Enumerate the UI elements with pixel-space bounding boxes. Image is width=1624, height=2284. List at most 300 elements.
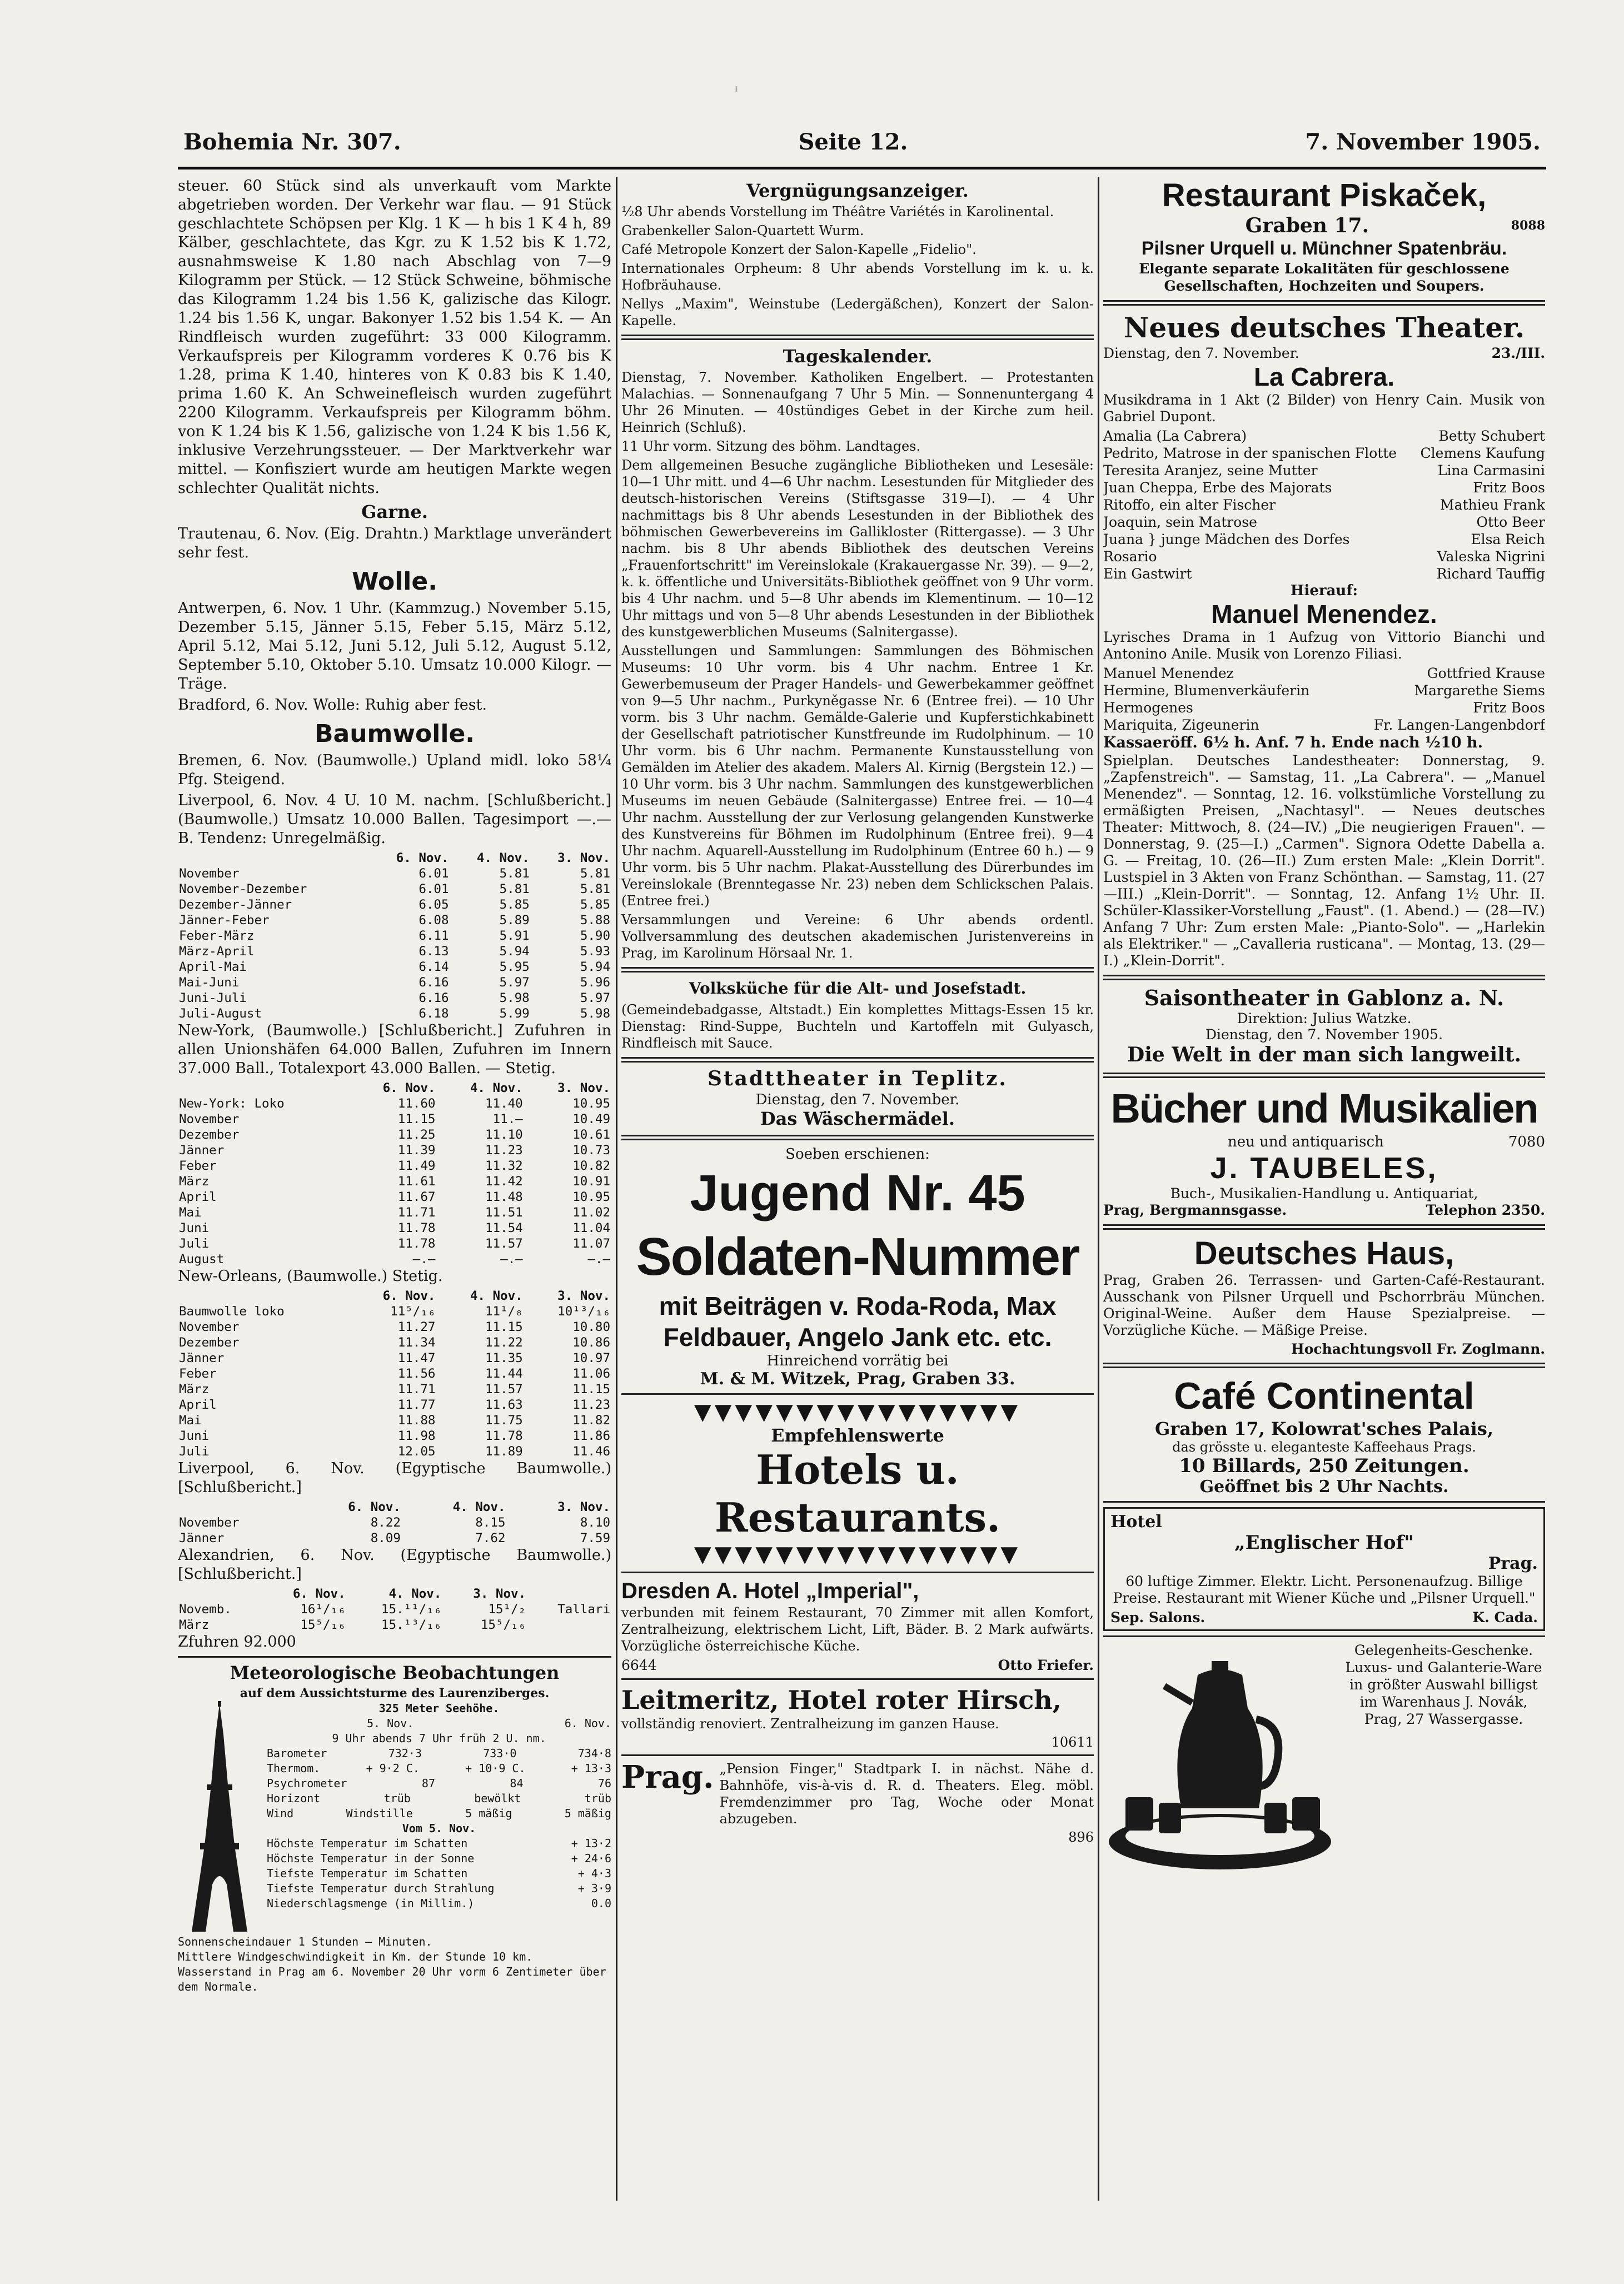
table-row bbox=[178, 1382, 611, 1397]
price-cell: 6.16 bbox=[419, 975, 449, 990]
taubeles-phone: Telephon 2350. bbox=[1426, 1202, 1545, 1218]
actor-name: Valeska Nigrini bbox=[1437, 548, 1545, 565]
price-cell: 16¹/₁₆ bbox=[300, 1602, 346, 1617]
notice-paragraph: Nellys „Maxim", Weinstube (Ledergäßchen), Konzert der Salon-Kapelle. bbox=[621, 296, 1094, 328]
price-cell: 11.57 bbox=[485, 1236, 523, 1251]
weather-value: trüb bbox=[383, 1792, 411, 1805]
table-row bbox=[178, 1304, 611, 1319]
meteorology-block bbox=[178, 1701, 611, 1994]
weather-value: 733·0 bbox=[483, 1747, 517, 1760]
price-cell: 11.49 bbox=[397, 1159, 436, 1173]
piskacek-address-row bbox=[1103, 215, 1545, 237]
cafe-continental-title: Café Continental bbox=[1174, 1375, 1474, 1417]
weather-label: Wind bbox=[267, 1807, 294, 1820]
row-label: Novemb. bbox=[179, 1602, 232, 1617]
notice-paragraph: Ausstellungen und Sammlungen: Sammlungen des Böhmischen Museums: 10 Uhr vorm. bis 4 Uhr nachm. Entree 1 Kr. Gewerbemuseum der Prager Handels- und Gewerbekammer geöffnet von 9—5 Uhr nachm., Purkyněgasse Nr. 6 (Entree frei). — 10 Uhr vorm. bis 3 Uhr nachm. Gemälde-Galerie und Kupferstichkabinett der Gesellschaft patriotischer Kunstfreunde im Rudolphinum. — 10 Uhr vorm. bis 6 Uhr nachm. Permanente Kunstausstellung von Gemälden im Atelier des akadem. Malers Al. Kirnig (Bergstein 12.) — 10 Uhr vorm. bis 3 Uhr nachm. Sammlungen des kunstgewerblichen Museums im neuen Gebäude (Salnitergasse) Entree frei. — 10—4 Uhr nachm. Ausstellung der zur Verlosung gelangenden Kunstwerke des Kunstvereins für Böhmen im Rudolphinum (Entree frei). 9—4 Uhr nachm. Aquarell-Ausstellung im Rudolphinum (Entree 60 h.) — 9 Uhr vorm. bis 5 Uhr nachm. Plakat-Ausstellung des Dürerbundes im Vereinslokale (Brenntegasse Nr. 23) neben dem Schlickschen Palais. (Entree frei.) bbox=[621, 643, 1094, 909]
pension-finger-ad bbox=[621, 1761, 1094, 1829]
baumwolle-liverpool: Liverpool, 6. Nov. 4 U. 10 M. nachm. [Schlußbericht.] (Baumwolle.) Umsatz 10.000 Ballen. Tagesimport —.— B. Tendenz: Unregelmäßig. bbox=[178, 792, 611, 847]
price-cell: 6.01 bbox=[419, 882, 449, 896]
price-cell: 11.51 bbox=[485, 1205, 523, 1220]
price-cell: 11.04 bbox=[572, 1221, 610, 1235]
price-cell: 5.81 bbox=[499, 866, 530, 881]
garne-report: Trautenau, 6. Nov. (Eig. Drahtn.) Marktlage unverändert sehr fest. bbox=[178, 525, 611, 561]
role-name: Ein Gastwirt bbox=[1103, 566, 1192, 582]
price-cell: 8.22 bbox=[370, 1515, 401, 1530]
weather-value: + 9·2 C. bbox=[366, 1762, 420, 1775]
section-baumwolle: Baumwolle. bbox=[315, 720, 475, 748]
page-header bbox=[183, 129, 1541, 162]
price-cell: 6.14 bbox=[419, 960, 449, 974]
section-calendar: Tageskalender. bbox=[783, 346, 933, 367]
price-cell: —.— bbox=[412, 1252, 436, 1266]
price-cell: 6.18 bbox=[419, 1006, 449, 1021]
weather-label: Psychrometer bbox=[267, 1777, 347, 1790]
table-row bbox=[178, 1428, 611, 1444]
table-row bbox=[178, 1617, 611, 1633]
weather-value: + 4·3 bbox=[577, 1867, 611, 1880]
jugend-bookseller: M. & M. Witzek, Prag, Graben 33. bbox=[700, 1369, 1015, 1389]
cast-row bbox=[1103, 479, 1545, 496]
role-name: Joaquin, sein Matrose bbox=[1103, 514, 1257, 530]
neworleans-price-table bbox=[178, 1288, 611, 1459]
table-row bbox=[178, 1111, 611, 1127]
price-cell: 15.¹¹/₁₆ bbox=[381, 1602, 442, 1617]
column-header: 6. Nov. bbox=[348, 1500, 401, 1514]
price-cell: 10.82 bbox=[572, 1159, 610, 1173]
section-rule bbox=[1103, 975, 1545, 980]
row-label: Dezember bbox=[179, 1335, 240, 1350]
row-label: Jänner bbox=[179, 1143, 225, 1158]
price-cell: 10.73 bbox=[572, 1143, 610, 1158]
weather-label: Barometer bbox=[267, 1747, 327, 1760]
section-rule bbox=[1103, 1224, 1545, 1230]
section-entertainment: Vergnügungsanzeiger. bbox=[746, 180, 969, 201]
englischer-hof-footer bbox=[1110, 1609, 1538, 1626]
table-row bbox=[178, 1335, 611, 1350]
price-cell: 11.61 bbox=[397, 1174, 436, 1189]
column-header: 3. Nov. bbox=[557, 851, 610, 865]
row-label: Feber bbox=[179, 1159, 217, 1173]
buecher-title: Bücher und Musikalien bbox=[1110, 1085, 1538, 1131]
piskacek-rooms: Elegante separate Lokalitäten für geschlossene Gesellschaften, Hochzeiten und Soupers. bbox=[1139, 261, 1510, 294]
novak-gift-text: Gelegenheits-Geschenke. Luxus- und Galanterie-Ware in größter Auswahl billigst im Warenhaus J. Novák, Prag, 27 Wassergasse. bbox=[1345, 1642, 1542, 1727]
gablonz-date: Dienstag, den 7. November 1905. bbox=[1205, 1026, 1443, 1043]
table-header-row bbox=[178, 1080, 611, 1096]
weather-value: Windstille bbox=[346, 1807, 413, 1820]
column-header: 3. Nov. bbox=[557, 1289, 610, 1303]
role-name: Juana } junge Mädchen des Dorfes bbox=[1103, 531, 1350, 547]
notice-paragraph: Grabenkeller Salon-Quartett Wurm. bbox=[621, 223, 864, 238]
price-cell: 15.¹³/₁₆ bbox=[381, 1618, 442, 1632]
section-rule bbox=[621, 1678, 1094, 1680]
price-cell: 5.99 bbox=[499, 1006, 530, 1021]
weather-extreme-row bbox=[267, 1881, 611, 1896]
column-header: 6. Nov. bbox=[382, 1289, 436, 1303]
price-cell: 11.75 bbox=[485, 1413, 523, 1428]
weather-value: + 24·6 bbox=[571, 1852, 611, 1865]
teplitz-date: Dienstag, den 7. November. bbox=[755, 1091, 960, 1108]
column-header bbox=[178, 850, 369, 866]
taubeles-subtitle: Buch-, Musikalien-Handlung u. Antiquariat, bbox=[1170, 1185, 1478, 1201]
piskacek-beers: Pilsner Urquell u. Münchner Spatenbräu. bbox=[1141, 238, 1507, 259]
price-cell: 11.27 bbox=[397, 1320, 436, 1334]
notice-paragraph: Café Metropole Konzert der Salon-Kapelle „Fidelio". bbox=[621, 242, 977, 257]
price-cell: —.— bbox=[500, 1252, 523, 1266]
pension-city: Prag. bbox=[621, 1759, 714, 1796]
price-cell: 5.81 bbox=[580, 866, 610, 881]
cast-row bbox=[1103, 462, 1545, 479]
price-cell: 5.89 bbox=[499, 913, 530, 927]
role-name: Hermine, Blumenverkäuferin bbox=[1103, 682, 1310, 699]
column-header: 6. Nov. bbox=[382, 1081, 436, 1095]
price-cell: 11.82 bbox=[572, 1413, 610, 1428]
price-cell: 11.10 bbox=[485, 1128, 523, 1142]
price-cell: 7.59 bbox=[580, 1531, 610, 1545]
englischer-hof-label: Hotel bbox=[1110, 1512, 1162, 1532]
dresden-hotel-title: Dresden A. Hotel „Imperial", bbox=[621, 1579, 919, 1603]
price-cell: 5.81 bbox=[499, 882, 530, 896]
table-row bbox=[178, 1413, 611, 1428]
row-label: Juni bbox=[179, 1221, 210, 1235]
menendez-title: Manuel Menendez. bbox=[1211, 600, 1437, 629]
row-label: November bbox=[179, 1320, 240, 1334]
cast-list bbox=[1103, 665, 1545, 734]
row-label: Juli bbox=[179, 1444, 210, 1459]
taubeles-address: Prag, Bergmannsgasse. bbox=[1103, 1202, 1287, 1218]
actor-name: Otto Beer bbox=[1476, 514, 1545, 530]
price-cell: 5.88 bbox=[580, 913, 610, 927]
menendez-credits: Lyrisches Drama in 1 Aufzug von Vittorio Bianchi und Antonino Anile. Musik von Lorenzo Filiasi. bbox=[1103, 629, 1545, 662]
row-label: November bbox=[179, 1515, 240, 1530]
row-label: März bbox=[179, 1618, 210, 1632]
section-rule bbox=[1103, 300, 1545, 306]
ndt-title: Neues deutsches Theater. bbox=[1123, 311, 1525, 344]
taubeles-contact bbox=[1103, 1201, 1545, 1219]
section-meteorology: Meteorologische Beobachtungen bbox=[230, 1662, 560, 1683]
price-cell: 11.54 bbox=[485, 1221, 523, 1235]
meteorology-column-dates bbox=[267, 1716, 611, 1731]
table-header-row bbox=[178, 850, 611, 866]
row-label: Juli bbox=[179, 1236, 210, 1251]
section-rule bbox=[1103, 1073, 1545, 1078]
weather-value: + 13·3 bbox=[571, 1762, 611, 1775]
notice-paragraph: 11 Uhr vorm. Sitzung des böhm. Landtages. bbox=[621, 438, 921, 454]
price-cell: 6.16 bbox=[419, 991, 449, 1005]
weather-label: Tiefste Temperatur durch Strahlung bbox=[267, 1882, 495, 1895]
table-row bbox=[178, 1602, 611, 1617]
cast-list bbox=[1103, 427, 1545, 582]
price-cell: 11.86 bbox=[572, 1429, 610, 1443]
hotels-title: Hotels u. Restaurants. bbox=[714, 1446, 1001, 1541]
row-label: Juni-Juli bbox=[179, 991, 247, 1005]
table-header-row bbox=[178, 1586, 611, 1602]
row-label: Mai-Juni bbox=[179, 975, 240, 990]
row-label: Mai bbox=[179, 1413, 202, 1428]
role-name: Mariquita, Zigeunerin bbox=[1103, 717, 1259, 733]
price-cell: 11.47 bbox=[397, 1351, 436, 1365]
price-cell: 10.49 bbox=[572, 1112, 610, 1126]
price-cell: 5.97 bbox=[499, 975, 530, 990]
price-cell: 11.32 bbox=[485, 1159, 523, 1173]
volkskueche-menu: (Gemeindebadgasse, Altstadt.) Ein komplettes Mittags-Essen 15 kr. Dienstag: Rind-Suppe, Buchteln und Kartoffeln mit Gulyasch, Rindfleisch mit Sauce. bbox=[621, 1002, 1094, 1051]
price-cell: 5.97 bbox=[580, 991, 610, 1005]
price-cell: 11.78 bbox=[397, 1236, 436, 1251]
section-wolle: Wolle. bbox=[352, 567, 437, 596]
price-cell: 7.62 bbox=[475, 1531, 506, 1545]
actor-name: Margarethe Siems bbox=[1414, 682, 1545, 699]
price-cell: 11.— bbox=[492, 1112, 523, 1126]
row-label: April bbox=[179, 1190, 217, 1204]
weather-value: 0.0 bbox=[591, 1897, 611, 1910]
actor-name: Fritz Boos bbox=[1473, 700, 1545, 716]
row-label: Feber bbox=[179, 1367, 217, 1381]
header-right: 7. November 1905. bbox=[1305, 129, 1541, 155]
column-header bbox=[178, 1586, 262, 1602]
price-cell: 11.02 bbox=[572, 1205, 610, 1220]
column-header: 3. Nov. bbox=[557, 1500, 610, 1514]
price-cell: 11.60 bbox=[397, 1096, 436, 1111]
table-row bbox=[178, 1006, 611, 1021]
weather-value: 87 bbox=[421, 1777, 435, 1790]
weather-extreme-row bbox=[267, 1836, 611, 1851]
column-divider-1 bbox=[616, 177, 617, 2201]
column-header bbox=[527, 1586, 611, 1602]
notice-paragraph: Internationales Orpheum: 8 Uhr abends Vorstellung im k. u. k. Hofbräuhause. bbox=[621, 261, 1094, 293]
price-cell: 11.15 bbox=[485, 1320, 523, 1334]
table-row bbox=[178, 975, 611, 990]
price-cell: —.— bbox=[587, 1252, 610, 1266]
ndt-subscription: 23./III. bbox=[1491, 345, 1545, 361]
weather-value: 84 bbox=[510, 1777, 524, 1790]
header-rule bbox=[178, 167, 1546, 169]
price-cell: 11.71 bbox=[397, 1382, 436, 1397]
column-header: 3. Nov. bbox=[473, 1587, 526, 1601]
cafe-hours: Geöffnet bis 2 Uhr Nachts. bbox=[1199, 1477, 1449, 1497]
row-label: April bbox=[179, 1398, 217, 1412]
notice-paragraph: ½8 Uhr abends Vorstellung im Théâtre Variétés in Karolinental. bbox=[621, 204, 1054, 220]
taubeles-title: J. TAUBELES, bbox=[1210, 1151, 1438, 1185]
deutsches-haus-text: Prag, Graben 26. Terrassen- und Garten-Café-Restaurant. Ausschank von Pilsner Urquell und Pschorrbräu München. Original-Weine. Außer dem Hause Spezialpreise. — Vorzügliche Küche. — Mäßige Preise. bbox=[1103, 1272, 1545, 1338]
price-cell: 5.96 bbox=[580, 975, 610, 990]
buecher-sub-row bbox=[1103, 1134, 1545, 1151]
theatre-schedule: Spielplan. Deutsches Landestheater: Donnerstag, 9. „Zapfenstreich". — Samstag, 11. „La Cabrera". — „Manuel Menendez". — Sonntag, 12. 16. volkstümliche Vorstellung zu ermäßigten Preisen, „Nachtasyl". — Neues deutsches Theater: Mittwoch, 8. (24—IV.) „Die neugierigen Frauen". — Donnerstag, 9. (25—I.) „Carmen". Signora Odette Dabella a. G. — Freitag, 10. (26—II.) Zum ersten Male: „Klein Dorrit". Lustspiel in 3 Akten von Franz Schönthan. — Samstag, 11. (27—III.) „Klein-Dorrit". — Sonntag, 12. Anfang 1½ Uhr. II. Schüler-Klassiker-Vorstellung „Faust". (1. Abend.) — (28—IV.) Anfang 7 Uhr: Zum ersten Male: „Pianto-Solo". — „Harlekin als Elektriker." — „Cavalleria rusticana". — Montag, 13. (29—I.) „Klein-Dorrit". bbox=[1103, 752, 1545, 969]
teplitz-theatre-title: Stadttheater in Teplitz. bbox=[708, 1067, 1008, 1090]
row-label: Jänner bbox=[179, 1351, 225, 1365]
row-label: Jänner bbox=[179, 1531, 225, 1545]
price-cell: 6.01 bbox=[419, 866, 449, 881]
weather-extreme-row bbox=[267, 1851, 611, 1866]
weather-row bbox=[267, 1806, 611, 1821]
alexandrien-table bbox=[178, 1586, 611, 1633]
row-label: Mai bbox=[179, 1205, 202, 1220]
weather-label: Höchste Temperatur im Schatten bbox=[267, 1837, 468, 1850]
table-row bbox=[178, 928, 611, 944]
price-cell: 5.91 bbox=[499, 929, 530, 943]
price-cell: 11.57 bbox=[485, 1382, 523, 1397]
englischer-hof-salons: Sep. Salons. bbox=[1110, 1609, 1205, 1625]
price-cell: 11.39 bbox=[397, 1143, 436, 1158]
actor-name: Fr. Langen-Langenbdorf bbox=[1373, 717, 1545, 733]
row-label: November bbox=[179, 866, 240, 881]
cast-row bbox=[1103, 716, 1545, 734]
cast-row bbox=[1103, 699, 1545, 716]
table-row bbox=[178, 944, 611, 959]
weather-value: bewölkt bbox=[474, 1792, 521, 1805]
price-cell: 11.22 bbox=[485, 1335, 523, 1350]
price-cell: 10.86 bbox=[572, 1335, 610, 1350]
ndt-date: Dienstag, den 7. November. bbox=[1103, 345, 1299, 361]
price-cell: 11.67 bbox=[397, 1190, 436, 1204]
price-cell: 11.23 bbox=[485, 1143, 523, 1158]
price-cell: 10.95 bbox=[572, 1190, 610, 1204]
weather-value: trüb bbox=[584, 1792, 611, 1805]
price-cell bbox=[527, 1617, 611, 1633]
table-row bbox=[178, 1205, 611, 1220]
table-header-row bbox=[178, 1499, 611, 1515]
section-rule bbox=[178, 1656, 611, 1658]
table-row bbox=[178, 1096, 611, 1111]
column-header bbox=[178, 1288, 349, 1304]
cast-row bbox=[1103, 427, 1545, 445]
weather-label: Niederschlagsmenge (in Millim.) bbox=[267, 1897, 475, 1910]
gablonz-direction: Direktion: Julius Watzke. bbox=[1237, 1010, 1412, 1026]
actor-name: Fritz Boos bbox=[1473, 480, 1545, 496]
price-cell: 6.08 bbox=[419, 913, 449, 927]
meteorology-water-level: Wasserstand in Prag am 6. November 20 Uhr vorm 6 Zentimeter über dem Normale. bbox=[178, 1965, 606, 1993]
englischer-hof-title: „Englischer Hof" bbox=[1234, 1532, 1414, 1554]
section-rule bbox=[621, 1057, 1094, 1063]
deutsches-haus-signature: Hochachtungsvoll Fr. Zoglmann. bbox=[1291, 1341, 1545, 1357]
row-label: November-Dezember bbox=[179, 882, 307, 896]
price-cell: 11.42 bbox=[485, 1174, 523, 1189]
row-label: Juli-August bbox=[179, 1006, 262, 1021]
price-cell: 5.85 bbox=[580, 897, 610, 912]
row-label: Baumwolle loko bbox=[179, 1304, 285, 1319]
price-cell: 10.80 bbox=[572, 1320, 610, 1334]
column-header: 4. Nov. bbox=[476, 851, 530, 865]
price-cell: 8.15 bbox=[475, 1515, 506, 1530]
liverpool-price-table bbox=[178, 850, 611, 1021]
actor-name: Mathieu Frank bbox=[1440, 497, 1545, 513]
row-label: August bbox=[179, 1252, 225, 1266]
actor-name: Elsa Reich bbox=[1471, 531, 1545, 547]
row-label: März-April bbox=[179, 944, 255, 959]
ndt-date-row bbox=[1103, 345, 1545, 362]
price-cell: 11.15 bbox=[572, 1382, 610, 1397]
price-cell: 11.34 bbox=[397, 1335, 436, 1350]
price-cell: 11.46 bbox=[572, 1444, 610, 1459]
jugend-title: Jugend Nr. 45 bbox=[690, 1165, 1025, 1221]
section-rule bbox=[621, 1135, 1094, 1140]
weather-value: 734·8 bbox=[577, 1747, 611, 1760]
table-row bbox=[178, 866, 611, 881]
leitmeritz-hotel-title: Leitmeritz, Hotel roter Hirsch, bbox=[621, 1685, 1062, 1715]
price-cell: 15¹/₂ bbox=[488, 1602, 526, 1617]
baumwolle-neworleans: New-Orleans, (Baumwolle.) Stetig. bbox=[178, 1268, 443, 1285]
weather-value: 5 mäßig bbox=[564, 1807, 611, 1820]
section-rule bbox=[621, 1754, 1094, 1756]
notice-paragraph: Dienstag, 7. November. Katholiken Engelbert. — Protestanten Malachias. — Sonnenaufgang 7 Uhr 5 Min. — Sonnenuntergang 4 Uhr 26 Minuten. — 40stündiges Gebet in der Kirche zum heil. Heinrich (Schluß). bbox=[621, 370, 1094, 435]
weather-extreme-row bbox=[267, 1866, 611, 1881]
table-row bbox=[178, 959, 611, 975]
meteorology-day: Vom 5. Nov. bbox=[402, 1822, 476, 1835]
price-cell: 11.89 bbox=[485, 1444, 523, 1459]
table-row bbox=[178, 1366, 611, 1382]
weather-value: 5 mäßig bbox=[465, 1807, 512, 1820]
table-row bbox=[178, 1174, 611, 1189]
actor-name: Richard Tauffig bbox=[1436, 566, 1545, 582]
wolle-bradford: Bradford, 6. Nov. Wolle: Ruhig aber fest. bbox=[178, 696, 487, 714]
section-rule bbox=[621, 967, 1094, 973]
column-header: 6. Nov. bbox=[396, 851, 449, 865]
price-cell: 11.44 bbox=[485, 1367, 523, 1381]
table-row bbox=[178, 1444, 611, 1459]
column-market-reports bbox=[178, 177, 611, 2201]
cafe-desc: das grösste u. eleganteste Kaffeehaus Prags. bbox=[1172, 1439, 1476, 1455]
section-volkskueche: Volksküche für die Alt- und Josefstadt. bbox=[689, 979, 1027, 998]
cast-row bbox=[1103, 531, 1545, 548]
table-row bbox=[178, 1143, 611, 1158]
row-label: November bbox=[179, 1112, 240, 1126]
table-row bbox=[178, 1350, 611, 1366]
cast-row bbox=[1103, 513, 1545, 531]
price-cell: 5.93 bbox=[580, 944, 610, 959]
cast-row bbox=[1103, 496, 1545, 513]
gablonz-title: Saisontheater in Gablonz a. N. bbox=[1144, 985, 1505, 1010]
role-name: Rosario bbox=[1103, 548, 1157, 565]
section-rule bbox=[1103, 1363, 1545, 1368]
hotels-empfehlenswerte: Empfehlenswerte bbox=[771, 1425, 944, 1446]
section-rule bbox=[621, 1393, 1094, 1395]
actor-name: Gottfried Krause bbox=[1427, 665, 1545, 681]
ad-signature: Otto Friefer. bbox=[998, 1657, 1094, 1673]
price-cell: 11.78 bbox=[485, 1429, 523, 1443]
price-cell: 5.90 bbox=[580, 929, 610, 943]
pension-text: „Pension Finger," Stadtpark I. in nächst. Nähe d. Bahnhöfe, vis-à-vis d. R. d. Theaters. Eleg. möbl. Fremdenzimmer pro Tag, Woche oder Monat abzugeben. bbox=[719, 1761, 1094, 1827]
price-cell: 5.98 bbox=[580, 1006, 610, 1021]
role-name: Manuel Menendez bbox=[1103, 665, 1234, 681]
price-cell: 10¹³/₁₆ bbox=[557, 1304, 610, 1319]
weather-value: 732·3 bbox=[388, 1747, 422, 1760]
buecher-subtitle: neu und antiquarisch bbox=[1227, 1134, 1384, 1150]
price-cell: 10.95 bbox=[572, 1096, 610, 1111]
section-garne: Garne. bbox=[361, 501, 428, 522]
price-cell: 11.63 bbox=[485, 1398, 523, 1412]
jugend-soldaten: Soldaten-Nummer bbox=[636, 1227, 1079, 1286]
price-cell: 11.71 bbox=[397, 1205, 436, 1220]
englischer-hof-ad bbox=[1103, 1507, 1545, 1631]
gablonz-play: Die Welt in der man sich langweilt. bbox=[1127, 1043, 1521, 1066]
table-row bbox=[178, 912, 611, 928]
price-cell: 11.25 bbox=[397, 1128, 436, 1142]
meteorology-wind: Mittlere Windgeschwindigkeit in Km. der Stunde 10 km. bbox=[178, 1950, 533, 1963]
weather-value: + 3·9 bbox=[577, 1882, 611, 1895]
baumwolle-bremen: Bremen, 6. Nov. (Baumwolle.) Upland midl. loko 58¼ Pfg. Steigend. bbox=[178, 752, 611, 788]
actor-name: Clemens Kaufung bbox=[1420, 445, 1545, 461]
price-cell: 11.40 bbox=[485, 1096, 523, 1111]
section-rule bbox=[621, 1572, 1094, 1573]
price-cell: 11.23 bbox=[572, 1398, 610, 1412]
table-row bbox=[178, 990, 611, 1006]
price-cell: 15⁵/₁₆ bbox=[480, 1618, 526, 1632]
price-cell: 11¹/₈ bbox=[485, 1304, 523, 1319]
price-cell: 11.56 bbox=[397, 1367, 436, 1381]
meteorology-altitude: 325 Meter Seehöhe. bbox=[378, 1702, 500, 1715]
weather-label: Horizont bbox=[267, 1792, 321, 1805]
role-name: Amalia (La Cabrera) bbox=[1103, 428, 1247, 444]
price-cell: 8.09 bbox=[370, 1531, 401, 1545]
role-name: Teresita Aranjez, seine Mutter bbox=[1103, 462, 1318, 478]
